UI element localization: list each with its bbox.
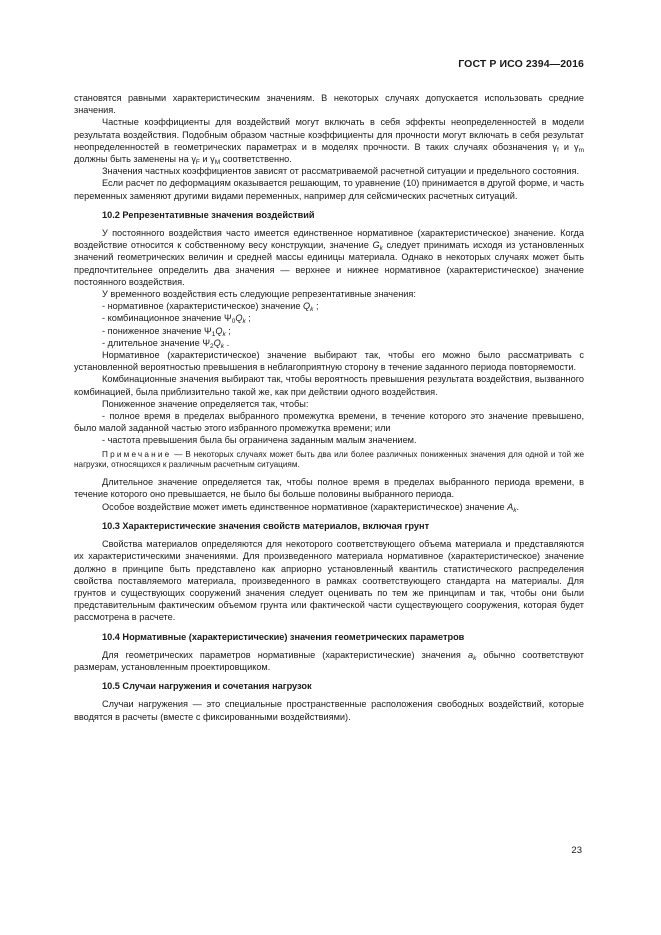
section-heading: 10.2 Репрезентативные значения воздействий: [102, 209, 315, 220]
paragraph: Случаи нагружения — это специальные пространственные расположения свободных воздействий, которые вводятся в расчеты (вместе с фиксированными воздействиями).: [74, 699, 584, 722]
paragraph: Свойства материалов определяются для некоторого соответствующего объема материала и представляются их характеристическими значениями. Для произведенного материала нормативное (характеристическое) значение должно в принципе быть представлено как априорно установленный квантиль статистического распределения свойства поставляемого материала, произведенного в рамках соответствующего стандарта на материалы. Для грунтов и существующих сооружений значения следует оценивать по тем же принципам и так, чтобы они были представительным фактическим объемом грунта или фактической части существующего сооружения, которая будет рассмотрена в расчете.: [74, 539, 584, 623]
paragraph: Особое воздействие может иметь единственное нормативное (характеристическое) значение $A_k$.: [102, 501, 520, 514]
document-body: [74, 92, 584, 723]
list-item: - нормативное (характеристическое) значение $Q_k$ ;: [102, 301, 319, 314]
standard-header: ГОСТ Р ИСО 2394—2016: [458, 58, 584, 70]
section-heading: 10.3 Характеристические значения свойств материалов, включая грунт: [102, 520, 430, 531]
paragraph: Комбинационные значения выбирают так, чтобы вероятность превышения результата воздействия, вызванного комбинацией, была приблизительно такой же, как при действии одного воздействия.: [74, 374, 584, 397]
list-item: - длительное значение $\Psi_2Q_k$ .: [102, 337, 230, 350]
page-number: 23: [571, 845, 582, 856]
list-item: - комбинационное значение $\Psi_0Q_k$ ;: [102, 313, 251, 326]
paragraph: У временного воздействия есть следующие репрезентативные значения:: [102, 289, 416, 300]
list-item: - пониженное значение $\Psi_1Q_k$ ;: [102, 325, 231, 338]
paragraph: Для геометрических параметров нормативные (характеристические) значения $a_k$ обычно соответствуют размерам, установленным проектировщиком.: [74, 649, 584, 672]
paragraph: Длительное значение определяется так, чтобы полное время в пределах выбранного периода времени, в течение которого оно превышается, не было бы больше половины выбранного периода.: [74, 477, 584, 500]
note: Примечание — В некоторых случаях может быть два или более различных пониженных значения для одной и той же нагрузки, относящихся к различным расчетным ситуациям.: [74, 449, 584, 470]
paragraph: У постоянного воздействия часто имеется единственное нормативное (характеристическое) значение. Когда воздействие относится к собственному весу конструкции, значение $G_k$ следует принимать исходя из установленных значений геометрических величин и средней массы единицы материала. Однако в некоторых случаях может быть предпочтительнее определить два значения — верхнее и нижнее нормативное (характеристическое) значение постоянного воздействия.: [74, 228, 584, 287]
paragraph: - частота превышения была бы ограничена заданным малым значением.: [102, 435, 417, 446]
paragraph: Пониженное значение определяется так, чтобы:: [102, 398, 309, 409]
note-label: Примечание: [102, 449, 172, 459]
paragraph: Частные коэффициенты для воздействий могут включать в себя эффекты неопределенностей в модели результата воздействия. Подобным образом частные коэффициенты для прочности могут включать в себя результат неопределенностей в геометрических параметрах и в моделях прочности. В таких случаях обозначения $\gamma_f$ и $\gamma_m$ должны быть заменены на $\gamma_F$ и $\gamma_M$ соответственно.: [74, 117, 585, 167]
section-heading: 10.5 Случаи нагружения и сочетания нагрузок: [102, 681, 312, 692]
paragraph: - полное время в пределах выбранного промежутка времени, в течение которого это значение превышено, было малой заданной частью этого избранного промежутка времени; или: [74, 411, 584, 434]
paragraph: становятся равными характеристическим значениям. В некоторых случаях допускается использовать средние значения.: [74, 93, 584, 116]
paragraph: Значения частных коэффициентов зависят от рассматриваемой расчетной ситуации и предельного состояния.: [102, 166, 579, 177]
section-heading: 10.4 Нормативные (характеристические) значения геометрических параметров: [102, 631, 465, 642]
paragraph: Если расчет по деформациям оказывается решающим, то уравнение (10) принимается в другой форме, и часть переменных заменяют другими видами переменных, например для сейсмических расчетных ситуаций.: [74, 178, 584, 201]
paragraph: Нормативное (характеристическое) значение выбирают так, чтобы его можно было рассматривать с установленной вероятностью превышения в неблагоприятную сторону в течение заданного периода повторяемости.: [74, 350, 584, 373]
